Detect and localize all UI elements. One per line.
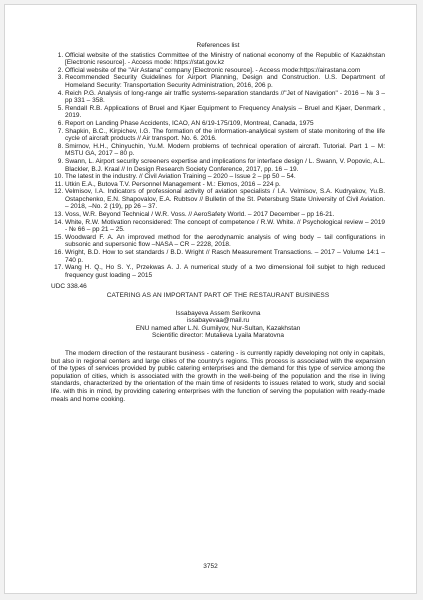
references-heading: References list — [196, 42, 240, 49]
references-list — [51, 52, 385, 280]
author-email: issabayevaa@mail.ru — [186, 317, 250, 325]
page-content — [51, 42, 385, 403]
reference-item: 15. Woodward F. A. An improved method for the aerodynamic analysis of wing body – tail configurations in subsonic and supersonic flow –NASA – CR – 2228, 2018. — [65, 234, 385, 249]
document-page — [4, 4, 417, 594]
reference-item: 11. Utkin E.A., Butova T.V. Personnel Management - M.: Ekmos, 2016 – 224 p. — [65, 181, 385, 189]
reference-item: 12. Velmisov, I.A. Indicators of professional activity of aviation specialists / I.A. Velmisov, S.A. Kudryakov, Yu.B. Ostapchenko, E.N. Shapovalov, E.A. Rubtsov // Bulletin of the St. Petersburg State University of Civil Aviation. – 2018, –No. 2 (19), pp 26 – 37. — [65, 188, 385, 211]
reference-item: 14. White, R.W. Motivation reconsidered: The concept of competence / R.W. White. // Psychological review – 2019 - № 66 – pp 21 – 25. — [65, 219, 385, 234]
article-title: CATERING AS AN IMPORTANT PART OF THE RESTAURANT BUSINESS — [106, 292, 330, 299]
reference-item: 16. Wright, B.D. How to set standards / B.D. Wright // Rasch Measurement Transactions. – 2017 – Volume 14:1 – 740 p. — [65, 249, 385, 264]
reference-item: 8. Smirnov, H.H., Chinyuchin, Yu.M. Modern problems of technical operation of aircraft. Tutorial. Part 1 – M: MSTU GA, 2017 – 80 p. — [65, 143, 385, 158]
reference-item: 1. Official website of the statistics Committee of the Ministry of national economy of the Republic of Kazakhstan [Electronic resource]. - Access mode: https://stat.gov.kz — [65, 52, 385, 67]
reference-item: 3. Recommended Security Guidelines for Airport Planning, Design and Construction. U.S. Department of Homeland Security: Transportation Security Administration, 2016, 206 p. — [65, 74, 385, 89]
reference-item: 2. Official website of the "Air Astana" company [Electronic resource]. - Access mode:https://airastana.com — [65, 67, 385, 75]
author-block — [51, 310, 385, 340]
reference-item: 7. Shapkin, B.C., Kirpichev, I.G. The formation of the information-analytical system of state monitoring of the life cycle of aircraft products // Air transport. No. 6. 2016. — [65, 128, 385, 143]
reference-item: 4. Reich P.G. Analysis of long-range air traffic systems-separation standards //"Jet of Navigation" - 2016 – № 3 – pp 331 – 358. — [65, 90, 385, 105]
udc-code: UDC 338.46 — [51, 283, 87, 291]
reference-item: 10. The latest in the industry. // Civil Aviation Training – 2020 – Issue 2 – pp 50 – 54. — [65, 173, 385, 181]
reference-item: 9. Swann, L. Airport security screeners expertise and implications for interface design / L. Swann, V. Popovic, A.L. Blackler, B.J. Kraal // In Design Research Society Conference, 2017, pp. 16 – 19. — [65, 158, 385, 173]
author-affiliation: ENU named after L.N. Gumilyov, Nur-Sultan, Kazakhstan — [135, 324, 301, 332]
reference-item: 17. Wang H. Q., Ho S. Y., Przekwas A. J. A numerical study of a two dimensional foil subjet to high reduced frequency gust loading – 2015 — [65, 264, 385, 279]
page-number: 3752 — [203, 563, 218, 570]
reference-item: 13. Voss, W.R. Beyond Technical / W.R. Voss. // AeroSafety World. – 2017 December – pp 16-21. — [65, 211, 385, 219]
reference-item: 6. Report on Landing Phase Accidents, ICAO, AN 6/19-175/109, Montreal, Canada, 1975 — [65, 120, 385, 128]
author-name: Issabayeva Assem Serikovna — [175, 309, 261, 317]
reference-item: 5. Rendall R.B. Applications of Bruel and Kjaer Equipment to Frequency Analysis – Bruel and Kjaer, Denmark , 2019. — [65, 105, 385, 120]
abstract-paragraph: The modern direction of the restaurant business - catering - is currently rapidly developing not only in capitals, but also in regional centers and large cities of the country's regions. This process is associated with the expansion of the types of services provided by public catering enterprises and the demand for this type of service among the population of cities, which is associated with the growth in the well-being of the population and the rise in living standards, characterized by the orientation of the main time of residents to issues related to work, study and social life. with this in mind, by providing catering enterprises with the function of serving the population with ready-made meals and home cooking. — [51, 349, 385, 403]
scientific-director: Scientific director: Mutalieva Lyaila Maratovna — [152, 332, 284, 340]
